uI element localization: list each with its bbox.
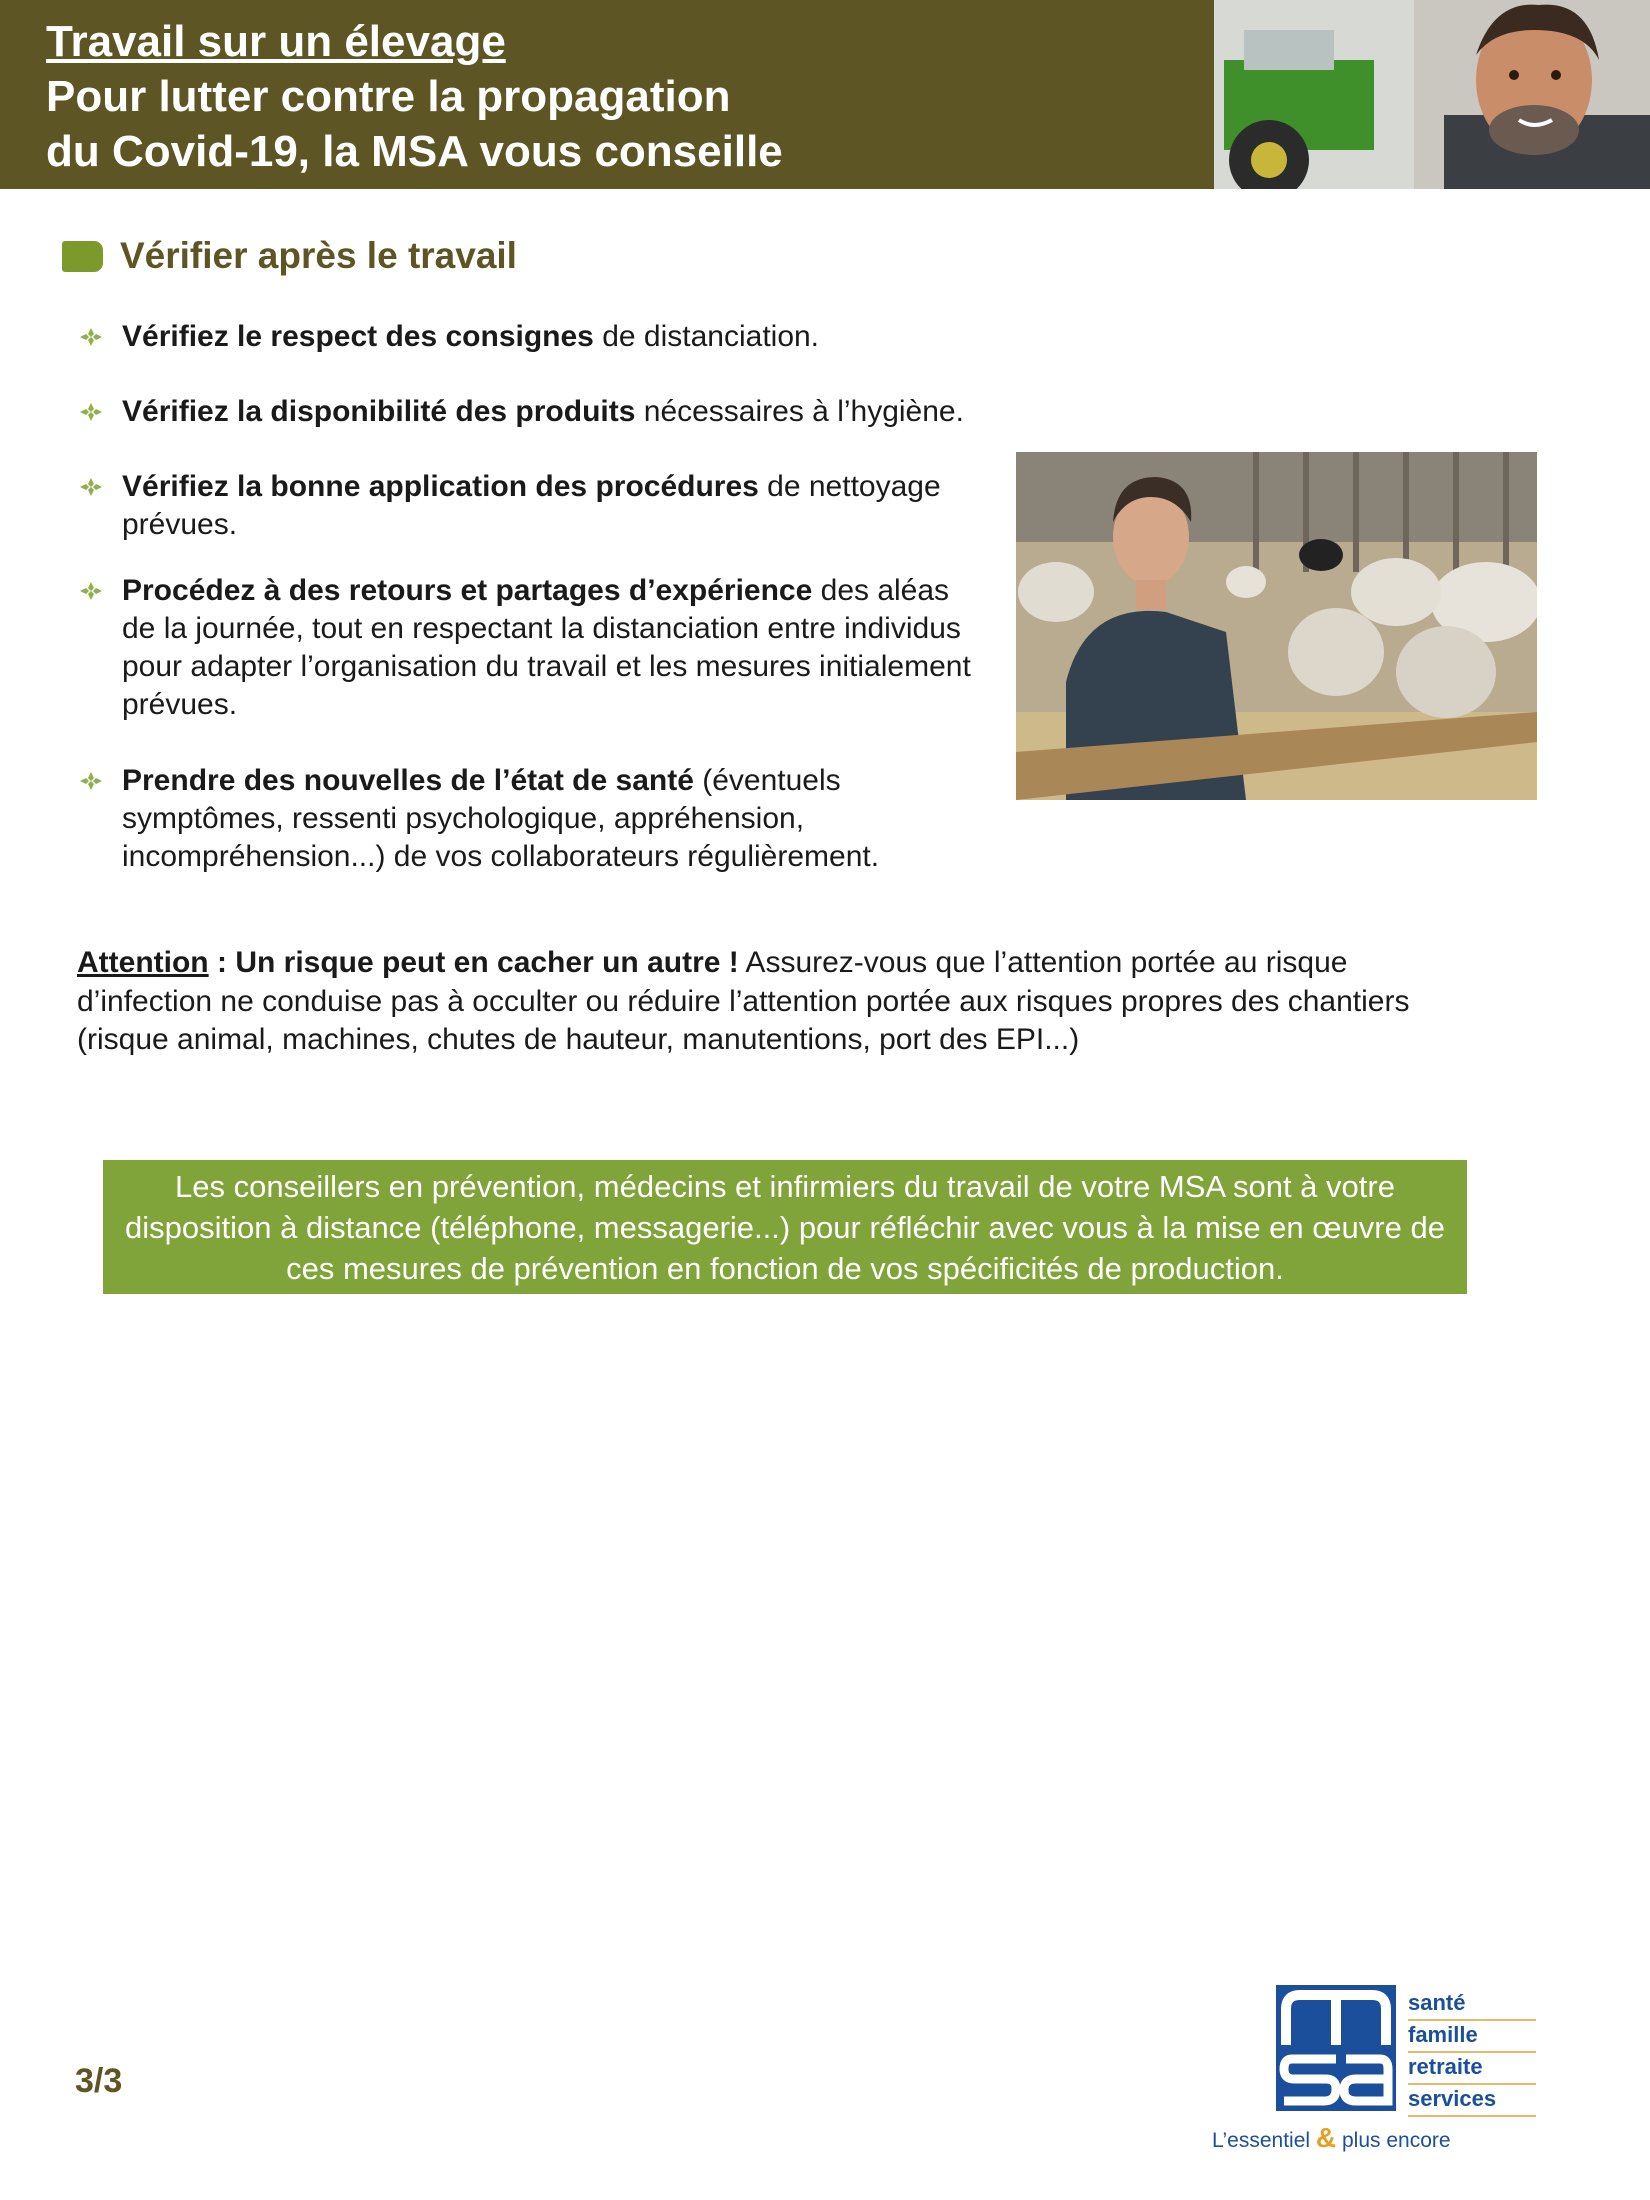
logo-line: services [1408,2085,1536,2117]
farmer-with-sheep-image [1016,452,1537,800]
bullet-text: nécessaires à l’hygiène. [635,395,964,428]
diamond-bullet-icon [78,327,104,347]
section-marker-icon [62,241,103,272]
attention-paragraph [77,944,1477,1060]
section-title: Vérifier après le travail [120,235,517,276]
list-item [78,393,1178,431]
tagline-part2: plus encore [1336,2129,1451,2152]
list-item [78,318,1078,356]
section-heading [62,234,517,278]
diamond-bullet-icon [78,581,104,601]
page-number: 3/3 [75,2062,123,2100]
bullet-bold: Vérifiez la disponibilité des produits [122,395,636,428]
diamond-bullet-icon [78,402,104,422]
logo-line: famille [1408,2021,1536,2053]
bullet-bold: Vérifiez le respect des consignes [122,320,594,353]
bullet-text: (éventuels symptômes, ressenti psychologique, appréhension, incompréhension...) de vos collaborateurs régulièrement. [122,764,880,873]
tagline-part1: L’essentiel [1212,2129,1316,2152]
attention-text: Assurez-vous que l’attention portée au risque d’infection ne conduise pas à occulter ou réduire l’attention portée aux risques propres des chantiers (risque animal, machines, chutes de hauteur, manutentions, port des EPI...) [77,946,1410,1056]
farmer-portrait-image [1214,0,1650,189]
info-box [103,1160,1467,1294]
logo-line: santé [1408,1989,1536,2021]
list-item [78,572,978,724]
farmer-with-sheep-illustration [1016,452,1537,800]
logo-line: retraite [1408,2053,1536,2085]
bullet-bold: Procédez à des retours et partages d’expérience [122,574,813,607]
msa-letters-icon [1276,1985,1396,2111]
msa-logo-lines [1408,1989,1536,2117]
bullet-text: des aléas de la journée, tout en respectant la distanciation entre individus pour adapter l’organisation du travail et les mesures initialement prévues. [122,574,971,721]
attention-strong-text: Un risque peut en cacher un autre ! [235,946,739,979]
attention-label: Attention [77,946,209,979]
diamond-bullet-icon [78,477,104,497]
msa-logo [1212,1985,1550,2155]
msa-tagline [1212,2122,1451,2154]
attention-separator: : [208,946,236,979]
farmer-portrait-illustration [1214,0,1650,189]
header-banner [0,0,1650,189]
bullet-text: de nettoyage prévues. [122,470,941,541]
diamond-bullet-icon [78,771,104,791]
bullet-bold: Vérifiez la bonne application des procédures [122,470,759,503]
list-item [78,762,978,876]
list-item [78,468,1008,544]
info-box-text: Les conseillers en prévention, médecins et infirmiers du travail de votre MSA sont à votre disposition à distance (téléphone, messagerie...) pour réfléchir avec vous à la mise en œuvre de ces mesures de prévention en fonction de vos spécificités de production. [125,1168,1445,1286]
msa-logo-mark [1276,1985,1396,2111]
header-title-line2: Pour lutter contre la propagation [46,72,731,121]
header-title-line3: du Covid-19, la MSA vous conseille [46,127,783,176]
bullet-bold: Prendre des nouvelles de l’état de santé [122,764,694,797]
header-title-line1: Travail sur un élevage [46,17,506,66]
header-title [46,14,783,179]
tagline-ampersand: & [1315,2122,1337,2153]
bullet-text: de distanciation. [593,320,820,353]
